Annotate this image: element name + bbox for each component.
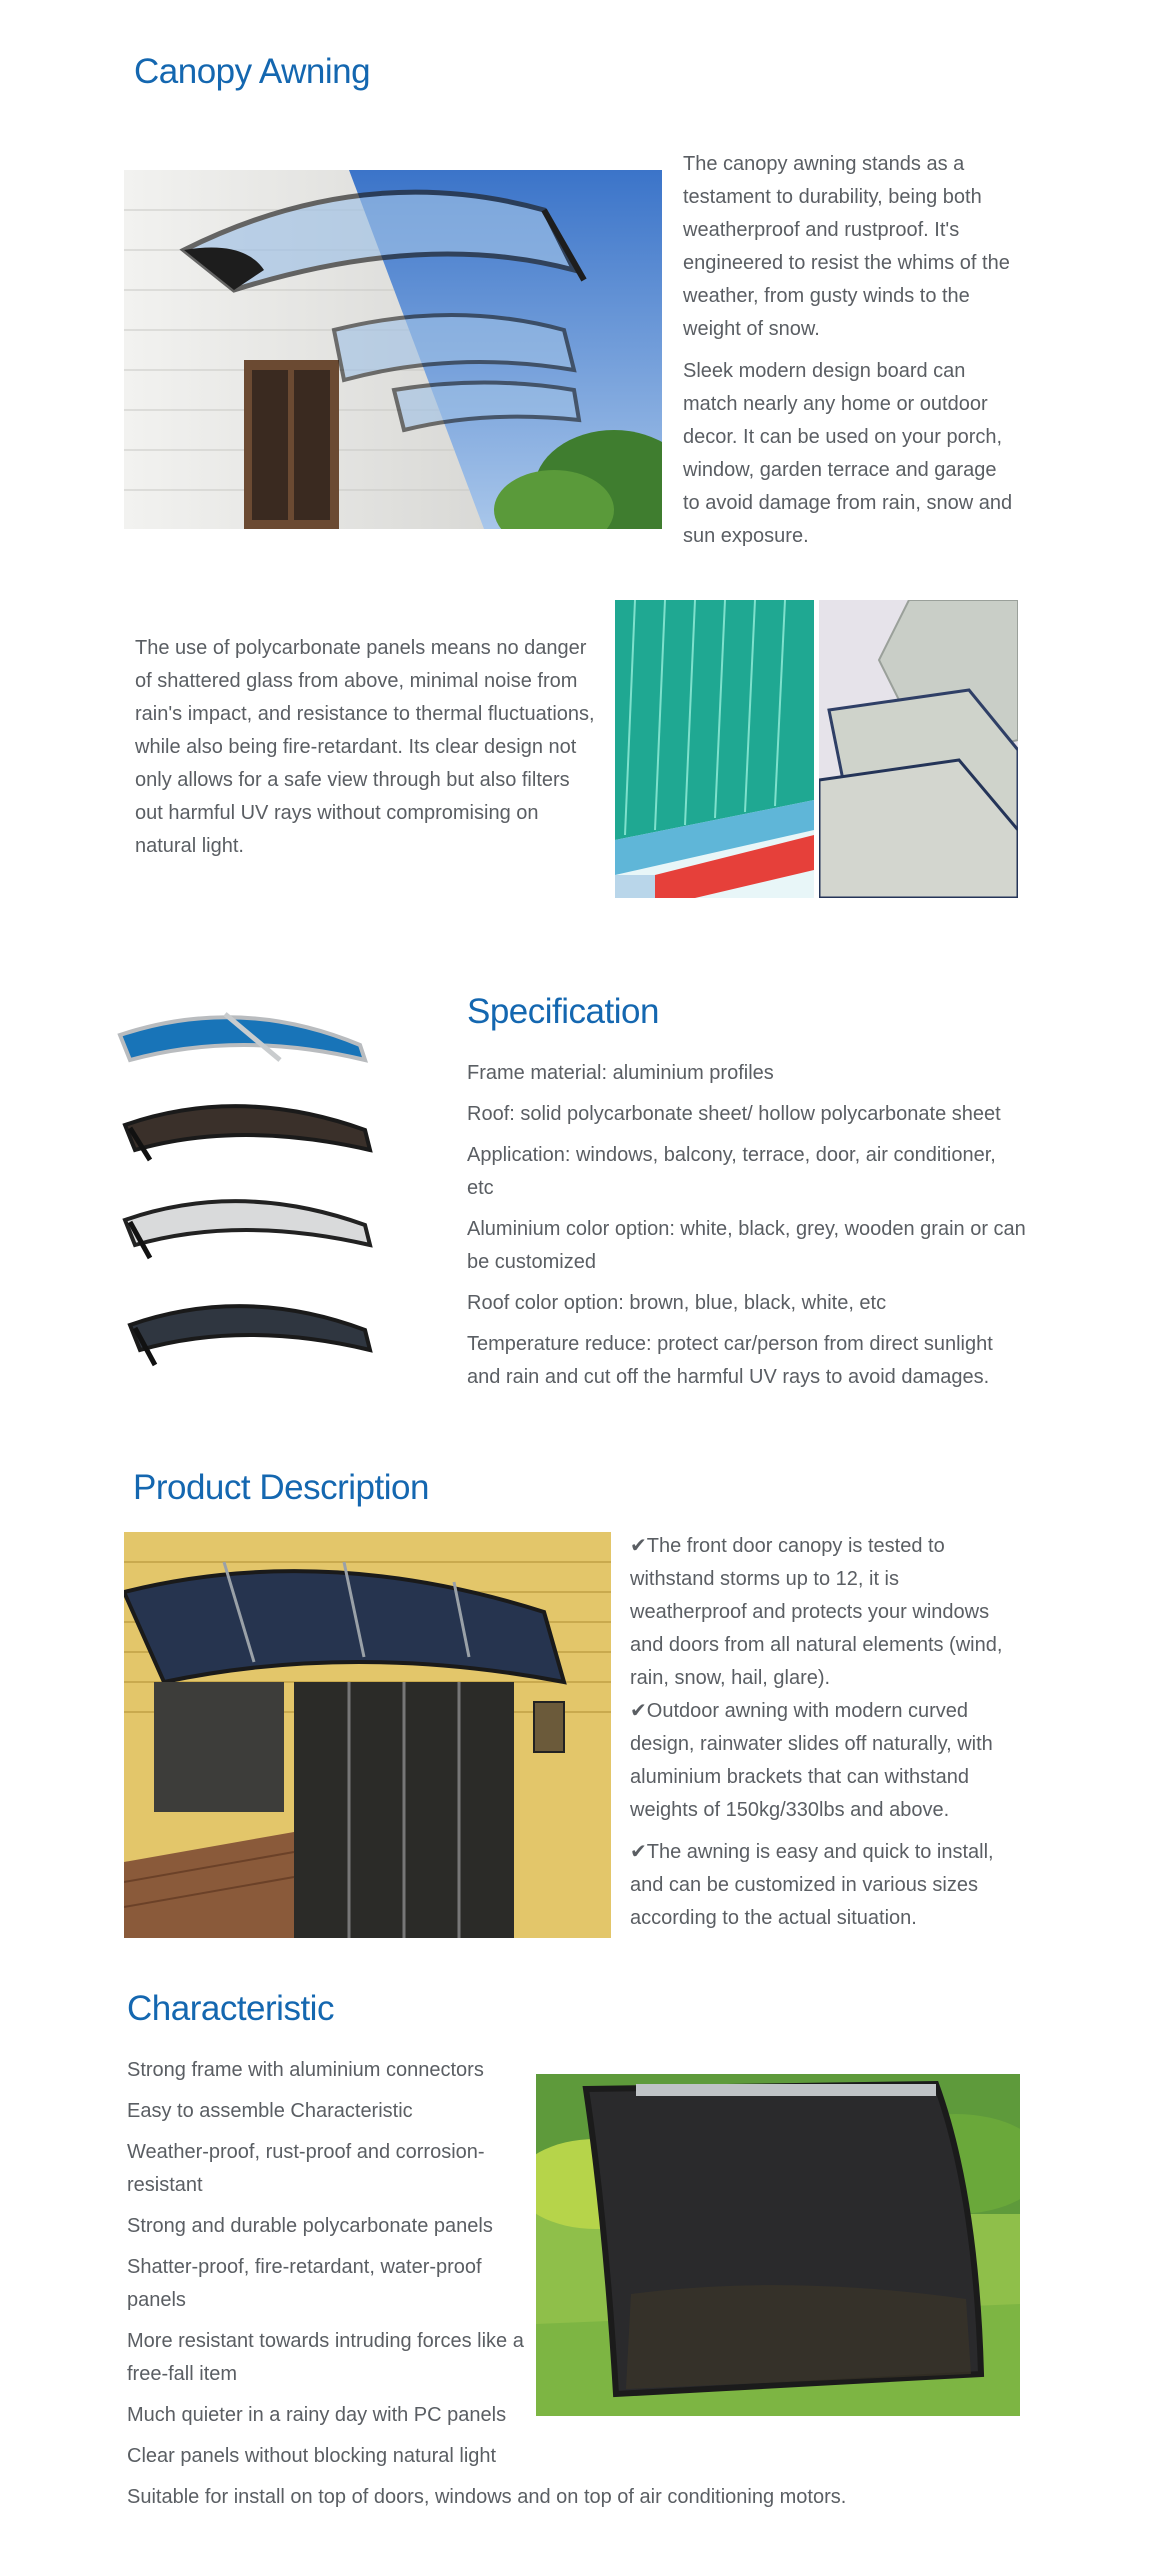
specification-item: Application: windows, balcony, terrace, door, air conditioner, etc	[467, 1144, 996, 1199]
solid-polycarbonate-sheets-photo	[819, 600, 1018, 898]
characteristic-item: Clear panels without blocking natural light	[127, 2445, 497, 2467]
product-description-title: Product Description	[133, 1468, 429, 1507]
description-item: ✔Outdoor awning with modern curved design, rainwater slides off naturally, with aluminium brackets that can withstand weights of 150kg/330lbs and above.	[630, 1700, 993, 1821]
description-item: ✔The front door canopy is tested to withstand storms up to 12, it is weatherproof and protects your windows and doors from all natural elements (wind, rain, snow, hail, glare).	[630, 1535, 1003, 1689]
characteristic-item: Easy to assemble Characteristic	[127, 2100, 413, 2122]
garden-canopy-photo	[536, 2074, 1020, 2416]
hollow-polycarbonate-sheets-photo	[615, 600, 814, 898]
characteristic-item: Weather-proof, rust-proof and corrosion-resistant	[127, 2141, 485, 2196]
polycarbonate-text	[135, 632, 595, 863]
product-description-list	[630, 1530, 1020, 1935]
characteristic-title: Characteristic	[127, 1989, 334, 2028]
characteristic-item: More resistant towards intruding forces like a free-fall item	[127, 2330, 524, 2385]
description-item: ✔The awning is easy and quick to install, and can be customized in various sizes according to the actual situation.	[630, 1841, 994, 1929]
specification-item: Aluminium color option: white, black, grey, wooden grain or can be customized	[467, 1218, 1026, 1273]
specification-item: Temperature reduce: protect car/person from direct sunlight and rain and cut off the harmful UV rays to avoid damages.	[467, 1333, 993, 1388]
canopy-awning-photo	[124, 170, 662, 529]
specification-list	[467, 1057, 1027, 1402]
characteristic-footer: Suitable for install on top of doors, windows and on top of air conditioning motors.	[127, 2486, 847, 2508]
characteristic-item: Shatter-proof, fire-retardant, water-proof panels	[127, 2256, 482, 2311]
canopy-text	[683, 148, 1013, 553]
front-door-canopy-photo	[124, 1532, 611, 1938]
specification-item: Roof: solid polycarbonate sheet/ hollow polycarbonate sheet	[467, 1103, 1001, 1125]
polycarbonate-paragraph: The use of polycarbonate panels means no danger of shattered glass from above, minimal noise from rain's impact, and resistance to thermal fluctuations, while also being fire-retardant. Its clear design not only allows for a safe view through but also filters out harmful UV rays without compromising on natural light.	[135, 637, 595, 857]
awning-color-variants-photo	[110, 1000, 380, 1400]
characteristic-list	[127, 2054, 847, 2522]
canopy-title: Canopy Awning	[134, 52, 371, 91]
characteristic-item: Strong frame with aluminium connectors	[127, 2059, 484, 2081]
specification-item: Frame material: aluminium profiles	[467, 1062, 774, 1084]
characteristic-item: Much quieter in a rainy day with PC panels	[127, 2404, 507, 2426]
specification-item: Roof color option: brown, blue, black, white, etc	[467, 1292, 887, 1314]
characteristic-item: Strong and durable polycarbonate panels	[127, 2215, 493, 2237]
canopy-paragraph: The canopy awning stands as a testament to durability, being both weatherproof and rustproof. It's engineered to resist the whims of the weather, from gusty winds to the weight of snow.	[683, 153, 1010, 340]
canopy-paragraph: Sleek modern design board can match nearly any home or outdoor decor. It can be used on your porch, window, garden terrace and garage to avoid damage from rain, snow and sun exposure.	[683, 360, 1013, 547]
specification-title: Specification	[467, 992, 659, 1031]
